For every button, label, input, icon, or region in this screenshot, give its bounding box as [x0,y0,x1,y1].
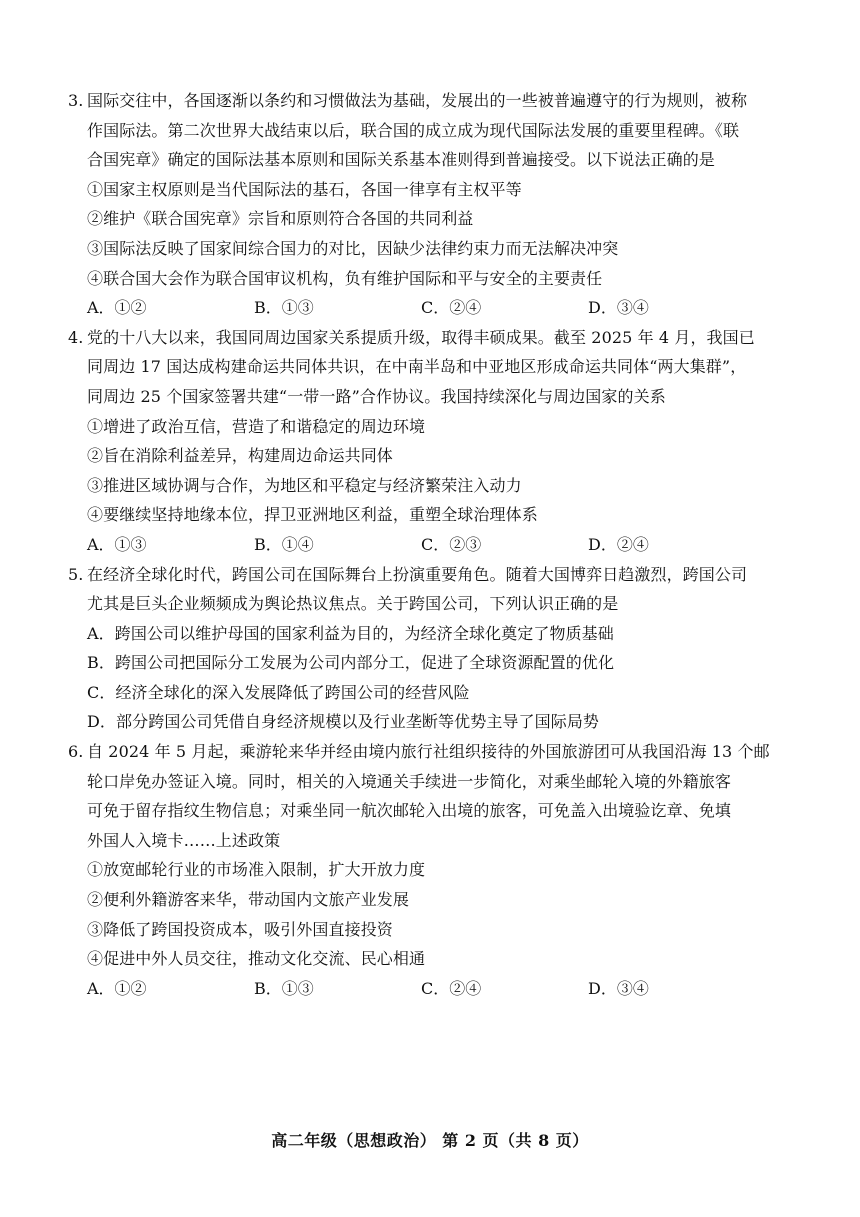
option-a: A．①② [87,298,147,318]
question-stem-line: 3. 国际交往中，各国逐渐以条约和习惯做法为基础，发展出的一些被普遍遵守的行为规则，被称 [68,86,788,116]
option-d: D．③④ [588,978,649,998]
statement-2: ②旨在消除利益差异，构建周边命运共同体 [87,446,393,466]
statement-1: ①国家主权原则是当代国际法的基石，各国一律享有主权平等 [87,179,522,199]
question-stem-line: 4. 党的十八大以来，我国同周边国家关系提质升级，取得丰硕成果。截至 2025 年 4 月，我国已 [68,323,788,353]
question-stem-line: 6. 自 2024 年 5 月起，乘游轮来华并经由境内旅行社组织接待的外国旅游团可从我国沿海 13 个邮 [68,737,788,767]
statement-1: ①放宽邮轮行业的市场准入限制，扩大开放力度 [87,860,426,880]
question-stem-line: 作国际法。第二次世界大战结束以后，联合国的成立成为现代国际法发展的重要里程碑。《联 [87,120,740,140]
question-stem-line: 轮口岸免办签证入境。同时，相关的入境通关手续进一步简化，对乘坐邮轮入境的外籍旅客 [87,771,732,791]
page-footer: 高二年级（思想政治） 第 2 页（共 8 页） [271,1131,589,1150]
question-number: 5. [68,564,84,584]
option-c: C．②③ [421,534,482,554]
question-number: 3. [68,91,84,110]
statement-3: ③降低了跨国投资成本，吸引外国直接投资 [87,919,393,939]
option-c: C．经济全球化的深入发展降低了跨国公司的经营风险 [87,682,470,702]
option-b: B．①③ [254,978,314,998]
question-number: 4. [68,327,84,347]
question-number: 6. [68,742,84,762]
option-a: A．跨国公司以维护母国的国家利益为目的，为经济全球化奠定了物质基础 [87,623,614,643]
option-a: A．①③ [87,534,147,554]
option-b: B．①③ [254,298,314,318]
option-d: D．③④ [588,298,649,318]
statement-3: ③国际法反映了国家间综合国力的对比，因缺少法律约束力而无法解决冲突 [87,238,619,258]
question-stem-line: 同周边 17 国达成构建命运共同体共识，在中南半岛和中亚地区形成命运共同体“两大集群”， [87,357,747,377]
answer-options [68,293,788,323]
option-d: D．部分跨国公司凭借自身经济规模以及行业垄断等优势主导了国际局势 [87,712,600,732]
question-4 [68,323,788,560]
statement-1: ①增进了政治互信，营造了和谐稳定的周边环境 [87,416,426,436]
statement-3: ③推进区域协调与合作，为地区和平稳定与经济繁荣注入动力 [87,475,522,495]
answer-options [68,974,788,1004]
question-stem-line: 外国人入境卡……上述政策 [87,830,281,850]
question-stem-line: 合国宪章》确定的国际法基本原则和国际关系基本准则得到普遍接受。以下说法正确的是 [87,150,715,170]
option-c: C．②④ [421,298,482,318]
option-b: B．跨国公司把国际分工发展为公司内部分工，促进了全球资源配置的优化 [87,653,615,673]
statement-4: ④促进中外人员交往，推动文化交流、民心相通 [87,949,426,969]
statement-2: ②便利外籍游客来华，带动国内文旅产业发展 [87,890,410,910]
option-a: A．①② [87,978,147,998]
statement-4: ④联合国大会作为联合国审议机构，负有维护国际和平与安全的主要责任 [87,268,603,288]
question-stem-line: 尤其是巨头企业频频成为舆论热议焦点。关于跨国公司，下列认识正确的是 [87,594,619,614]
question-3 [68,86,788,323]
statement-4: ④要继续坚持地缘本位，捍卫亚洲地区利益，重塑全球治理体系 [87,505,538,525]
option-c: C．②④ [421,978,482,998]
question-stem-line: 可免于留存指纹生物信息；对乘坐同一航次邮轮入出境的旅客，可免盖入出境验讫章、免填 [87,801,732,821]
question-6 [68,737,788,1003]
statement-2: ②维护《联合国宪章》宗旨和原则符合各国的共同利益 [87,209,474,229]
question-stem-line: 5. 在经济全球化时代，跨国公司在国际舞台上扮演重要角色。随着大国博弈日趋激烈，跨国公司 [68,560,788,590]
answer-options [68,530,788,560]
question-list [68,86,788,1003]
question-stem-line: 同周边 25 个国家签署共建“一带一路”合作协议。我国持续深化与周边国家的关系 [87,386,666,406]
option-b: B．①④ [254,534,314,554]
option-d: D．②④ [588,534,649,554]
question-5 [68,560,788,738]
